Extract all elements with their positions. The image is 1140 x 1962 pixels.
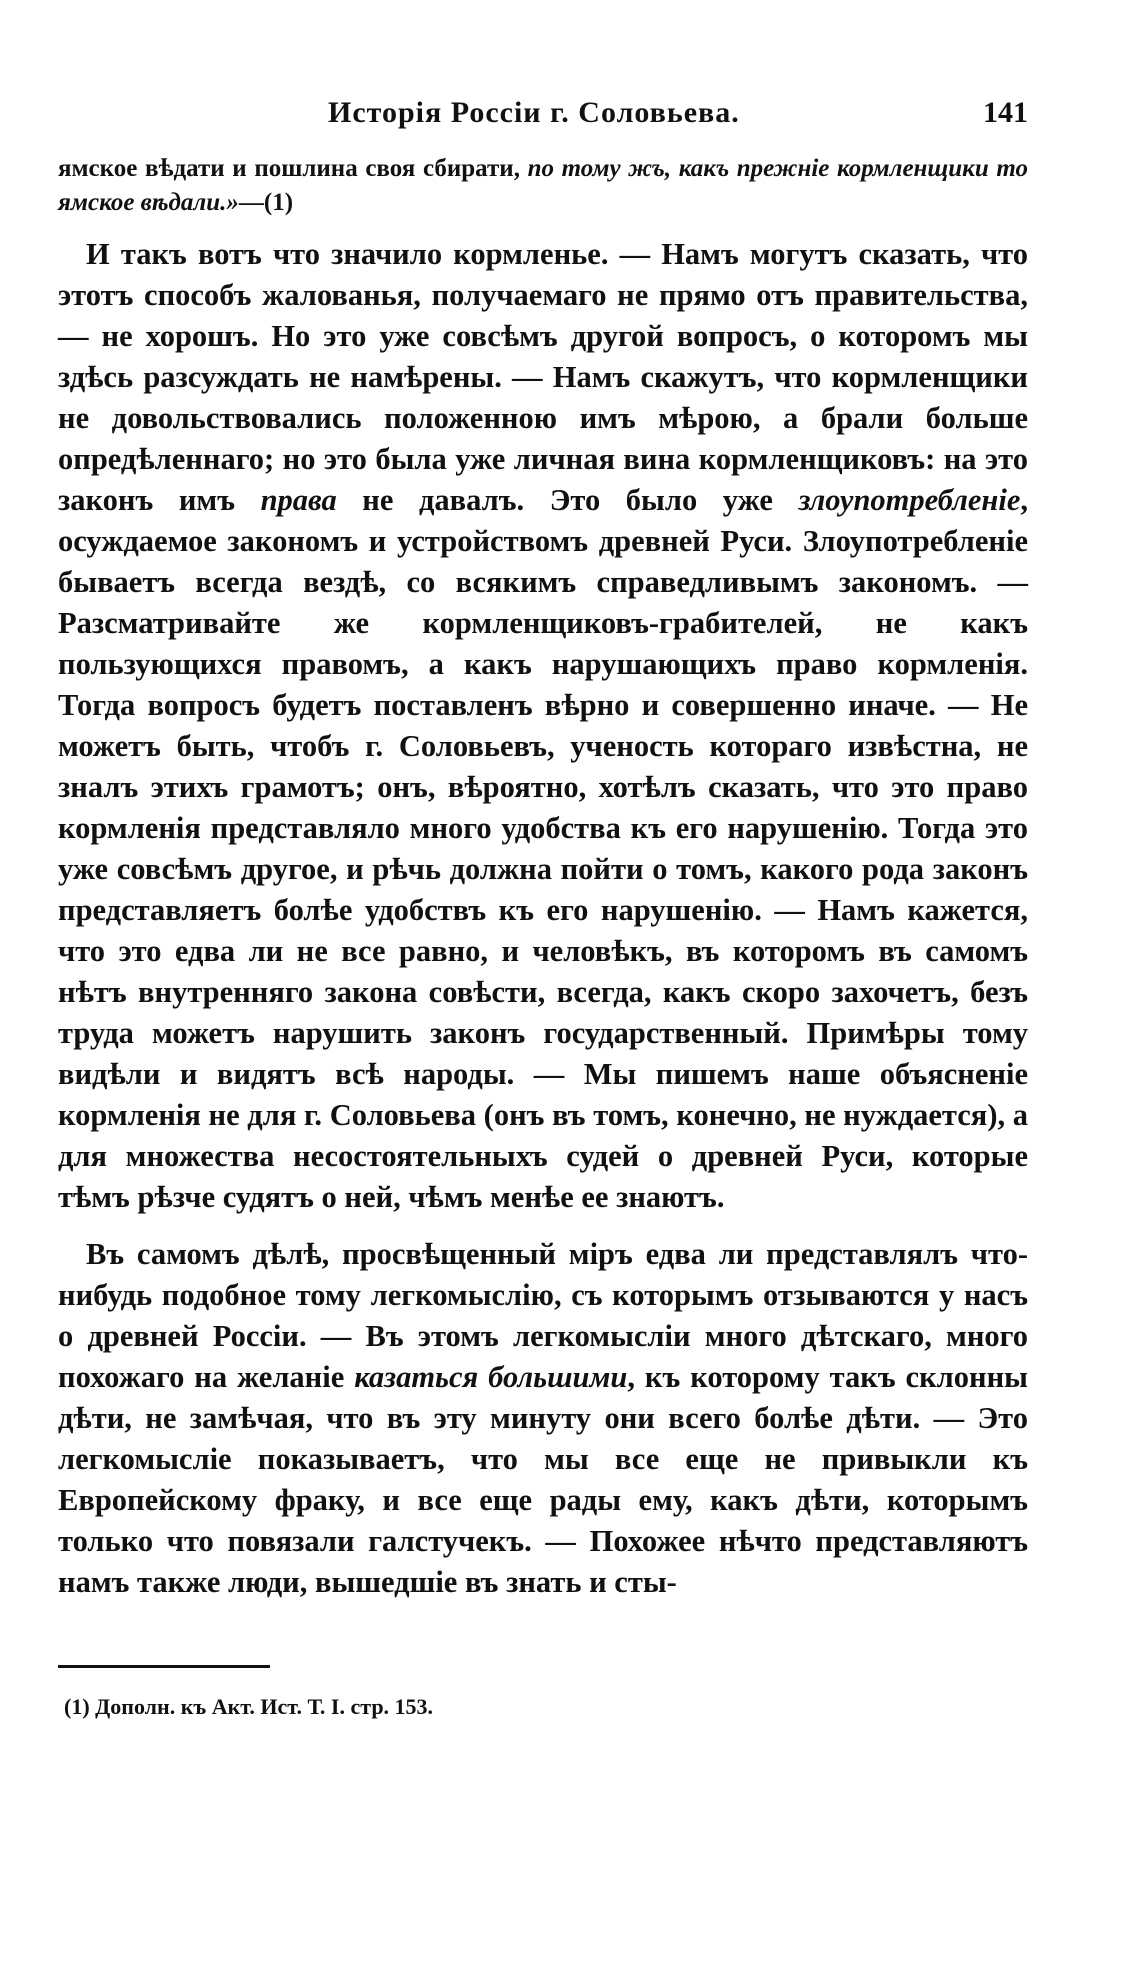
italic-word: права — [260, 483, 337, 517]
text-run: не давалъ. Это было уже — [336, 483, 799, 517]
text-run: Въ самомъ дѣлѣ, просвѣщенный мiръ едва ли представлялъ что-нибудь подобное тому легкомыслiю, съ которымъ отзываются у насъ о древней Россiи. — Въ этомъ легкомыслiи много дѣтскаго, много похожаго на желанiе — [58, 1237, 1028, 1394]
text-run: ямское вѣдати и пошлина своя сбирати, — [58, 155, 528, 182]
page-header — [58, 96, 1028, 146]
footnote-divider — [58, 1665, 270, 1668]
italic-quote: по тому жъ, какъ прежнiе кормленщики то ямское вѣдали.» — [58, 155, 1028, 216]
page-number: 141 — [983, 96, 1028, 129]
footnote-marker: —(1) — [238, 189, 294, 216]
italic-word: казаться большими — [354, 1360, 628, 1394]
text-run: , къ которому такъ склонны дѣти, не замѣчая, что въ эту минуту они всего болѣе дѣти. — Это легкомыслiе показываетъ, что мы все еще не привыкли къ Европейскому фраку, и все еще рады ему, какъ дѣти, которымъ только что повязали галстучекъ. — Похожее нѣчто представляютъ намъ также люди, вышедшiе въ знать и сты- — [58, 1360, 1028, 1599]
paragraph — [58, 1234, 1028, 1603]
running-title: Исторiя Россiи г. Соловьева. — [328, 96, 740, 129]
book-page — [58, 96, 1028, 1720]
paragraph — [58, 234, 1028, 1218]
italic-word: злоупотребленiе — [798, 483, 1021, 517]
body-text — [58, 152, 1028, 1603]
text-run: , осуждаемое закономъ и устройствомъ древней Руси. Злоупотребленiе бываетъ всегда вездѣ, со всякимъ справедливымъ закономъ. — Разсматривайте же кормленщиковъ-грабителей, не какъ пользующихся правомъ, а какъ нарушающихъ право кормленiя. Тогда вопросъ будетъ поставленъ вѣрно и совершенно иначе. — Не можетъ быть, чтобъ г. Соловьевъ, ученость котораго извѣстна, не зналъ этихъ грамотъ; онъ, вѣроятно, хотѣлъ сказать, что это право кормленiя представляло много удобства къ его нарушенiю. Тогда это уже совсѣмъ другое, и рѣчь должна пойти о томъ, какого рода законъ представляетъ болѣе удобствъ къ его нарушенiю. — Намъ кажется, что это едва ли не все равно, и человѣкъ, въ которомъ въ самомъ нѣтъ внутренняго закона совѣсти, всегда, какъ скоро захочетъ, безъ труда можетъ нарушить законъ государственный. Примѣры тому видѣли и видятъ всѣ народы. — Мы пишемъ наше объясненiе кормленiя не для г. Соловьева (онъ въ томъ, конечно, не нуждается), а для множества несостоятельныхъ судей о древней Руси, которые тѣмъ рѣзче судятъ о ней, чѣмъ менѣе ее знаютъ. — [58, 483, 1028, 1214]
paragraph-continuation — [58, 152, 1028, 220]
footnote: (1) Дополн. къ Акт. Ист. Т. I. стр. 153. — [64, 1694, 434, 1719]
text-run: И такъ вотъ что значило кормленье. — Намъ могутъ сказать, что этотъ способъ жалованья, получаемаго не прямо отъ правительства, — не хорошъ. Но это уже совсѣмъ другой вопросъ, о которомъ мы здѣсь разсуждать не намѣрены. — Намъ скажутъ, что кормленщики не довольствовались положенною имъ мѣрою, а брали больше опредѣленнаго; но это была уже личная вина кормленщиковъ: на это законъ имъ — [58, 237, 1028, 517]
